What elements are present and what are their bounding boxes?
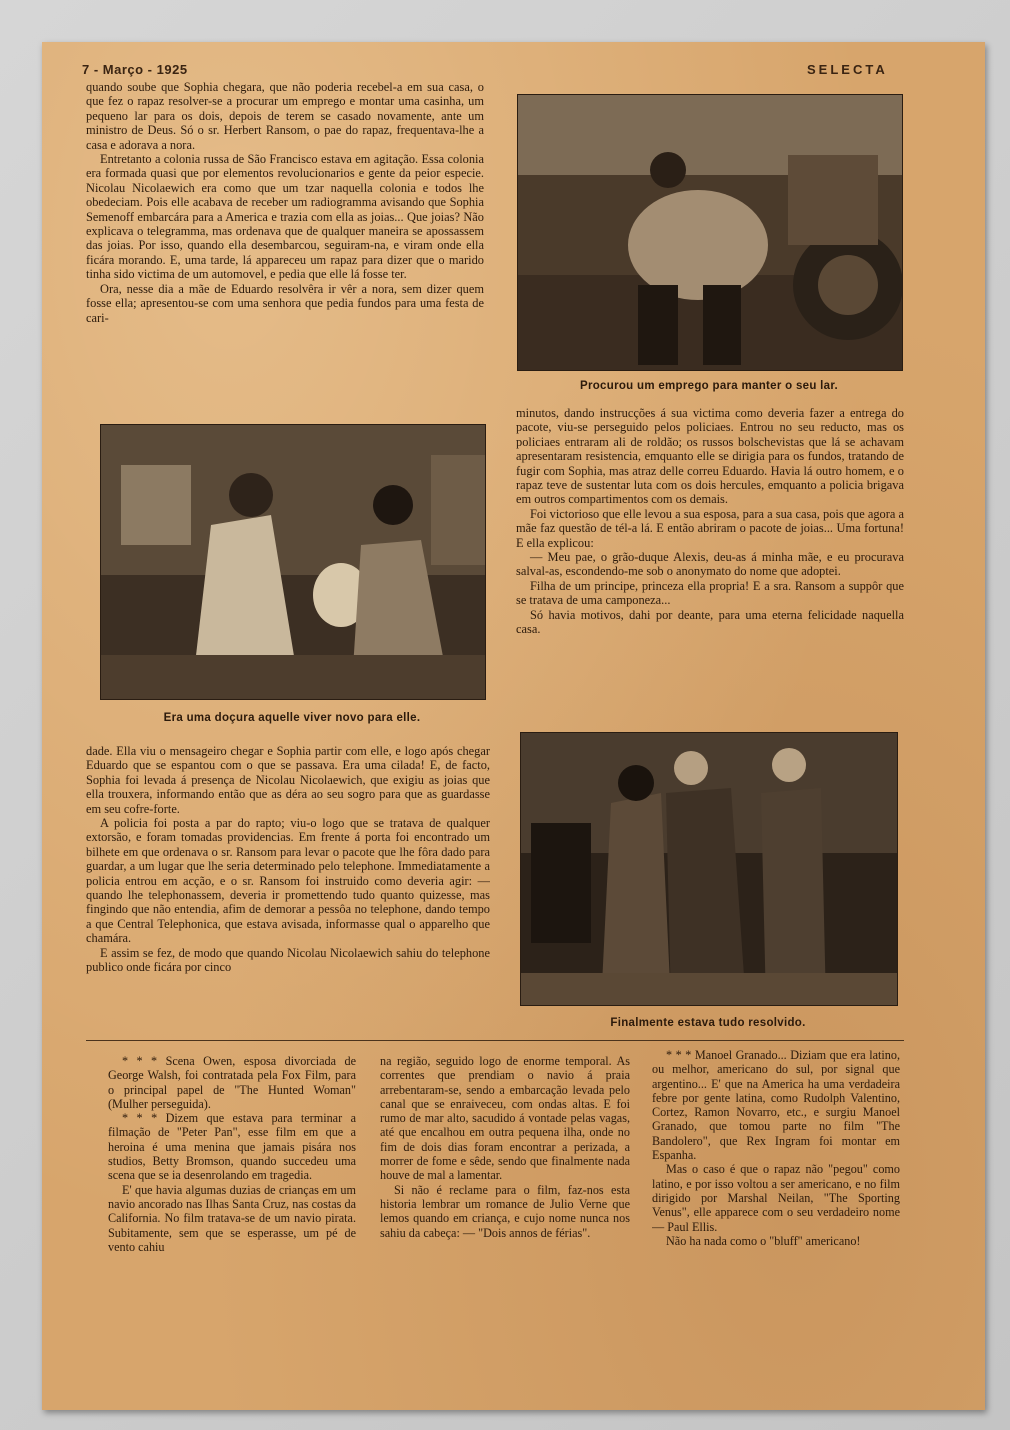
paragraph: Si não é reclame para o film, faz-nos esta historia lembrar um romance de Julio Verne que lemos quando em criança, e cujo nome nunca nos sahiu da cabeça: — "Dois annos de férias".	[380, 1182, 630, 1240]
article-column-right-mid	[516, 406, 904, 718]
paragraph: Ora, nesse dia a mãe de Eduardo resolvêra ir vêr a nora, sem dizer quem fosse ella; apresentou-se com uma senhora que pedia fundos para uma festa de cari-	[86, 281, 484, 325]
paragraph: quando soube que Sophia chegara, que não poderia recebel-a em sua casa, o que fez o rapaz resolver-se a procurar um emprego e montar uma casinha, um pequeno lar para os dois, depois de terem se casado novamente, ante um ministro de Deus. Só o sr. Herbert Ransom, o pae do rapaz, frequentava-lhe a casa e adorava a nora.	[86, 80, 484, 152]
section-divider	[86, 1040, 904, 1041]
paragraph: minutos, dando instrucções á sua victima como deveria fazer a entrega do pacote, viu-se perseguido pelos policiaes. Entrou no seu reducto, mas os policiaes entraram ali de roldão; os russos bolschevistas que lá se achavam apresentaram resistencia, emquanto elle se dirigia para os fundos, tratando de fugir com Sophia, mas atraz delle correu Eduardo. Havia lá outro homem, e o rapaz teve de sustentar luta com os dois hercules, emquanto a policia brigava em outros compartimentos com os demais.	[516, 406, 904, 507]
paragraph: * * * Manoel Granado... Diziam que era latino, ou melhor, americano do sul, por signal que argentino... E' que na America ha uma verdadeira febre por gente latina, como Rudolph Valentino, Cortez, Ramon Novarro, etc., e surgiu Manoel Granado, que tomou parte no film "The Bandolero", que Rex Ingram foi montar em Espanha.	[652, 1048, 900, 1163]
paragraph: E' que havia algumas duzias de crianças em um navio ancorado nas Ilhas Santa Cruz, nas costas da California. No film tratava-se de um navio pirata. Subitamente, sem que se esperasse, um pé de vento cahiu	[108, 1182, 356, 1254]
article-column-left-top	[86, 80, 484, 402]
article-column-left-bottom	[86, 744, 490, 1034]
paragraph: Entretanto a colonia russa de São Francisco estava em agitação. Essa colonia era formada quasi que por elementos revolucionarios e gente da peior especie. Nicolau Nicolaewich era como que um tzar naquella colonia e todos lhe obedeciam. Pois elle acabava de receber um radiogramma avisando que Sophia Semenoff embarcára para a America e trazia com ella as joias... Que joias? Não explicava o telegramma, mas ordenava que de qualquer maneira se apossassem das joias. Por isso, quando ella desembarcou, seguiram-na, e viram onde ella ficára morando. E, uma tarde, lá appareceu um rapaz para dizer que o marido tinha sido victima de um automovel, e pedia que elle lá fosse ter.	[86, 152, 484, 282]
paragraph: Só havia motivos, dahi por deante, para uma eterna felicidade naquella casa.	[516, 607, 904, 637]
paragraph: A policia foi posta a par do rapto; viu-o logo que se tratava de qualquer extorsão, e foram tomadas providencias. Em frente á porta foi encontrado um bilhete em que ordenava o sr. Ransom para levar o pacote que lhe fôra dado para guardar, a um lugar que lhe seria determinado pelo telephone. Immediatamente a policia entrou em acção, e o sr. Ransom foi instruido como deveria agir: — quando lhe telephonassem, deveria ir promettendo tudo quanto quizesse, mas fingindo que não entendia, afim de demorar a pessôa no telephone, dando tempo a que Central Telephonica, que estava avisada, informasse qual o apparelho que chamára.	[86, 816, 490, 946]
paragraph: — Meu pae, o grão-duque Alexis, deu-as á minha mãe, e eu procurava salval-as, escondendo-me sob o anonymato do nome que adoptei.	[516, 550, 904, 579]
photo-caption: Finalmente estava tudo resolvido.	[610, 1017, 806, 1029]
paragraph: dade. Ella viu o mensageiro chegar e Sophia partir com elle, e logo após chegar Eduardo que se espantou com o que se passava. Era uma cilada! E, de facto, Sophia foi levada á presença de Nicolau Nicolaewich, que exigiu as joias que ella trouxera, informando então que as déra ao seu sogro para que as guardasse em seu cofre-forte.	[86, 744, 490, 816]
magazine-title: SELECTA	[807, 62, 888, 77]
paragraph: * * * Scena Owen, esposa divorciada de George Walsh, foi contratada pela Fox Film, para o principal papel de "The Hunted Woman" (Mulher perseguida).	[108, 1054, 356, 1111]
paragraph: Não ha nada como o "bluff" americano!	[666, 1233, 861, 1248]
paragraph: na região, seguido logo de enorme temporal. As correntes que prendiam o navio á praia arrebentaram-se, sendo a embarcação levada pelo canal que se enraiveceu, com ondas altas. E foi rumo de mar alto, sacudido á vontade pelas vagas, até que encalhou em outra pequena ilha, onde no fim de dois dias foram encontrar a perizada, a morrer de fome e sêde, sendo que finalmente nada houve de mal a lamentar.	[380, 1054, 630, 1183]
paragraph: Filha de um principe, princeza ella propria! E a sra. Ransom a suppôr que se tratava de uma camponeza...	[516, 578, 904, 608]
paragraph: E assim se fez, de modo que quando Nicolau Nicolaewich sahiu do telephone publico onde ficára por cinco	[86, 945, 490, 975]
notes-column-2	[380, 1054, 630, 1304]
paragraph: Mas o caso é que o rapaz não "pegou" como latino, e por isso voltou a ser americano, e no film dirigido por Marshal Neilan, "The Sporting Venus", elle apparece com o seu verdadeiro nome — Paul Ellis.	[652, 1162, 900, 1234]
paragraph: * * * Dizem que estava para terminar a filmação de "Peter Pan", esse film em que a heroina é uma menina que jamais pisára nos studios, Betty Bromson, quando succedeu uma scena que se ia desenrolando em tragedia.	[108, 1111, 356, 1183]
film-still-kitchen	[100, 424, 486, 700]
photo-caption: Era uma doçura aquelle viver novo para elle.	[163, 712, 421, 724]
paragraph: Foi victorioso que elle levou a sua esposa, para a sua casa, pois que agora a mãe faz questão de tél-a lá. E então abriram o pacote de joias... Uma fortuna! E ella explicou:	[516, 506, 904, 550]
notes-column-3	[652, 1048, 900, 1304]
film-still-kiss	[520, 732, 898, 1006]
notes-column-1	[108, 1054, 356, 1304]
photo-caption: Procurou um emprego para manter o seu lar.	[579, 380, 838, 392]
film-still-street	[517, 94, 903, 371]
page-date: 7 - Março - 1925	[82, 62, 188, 77]
